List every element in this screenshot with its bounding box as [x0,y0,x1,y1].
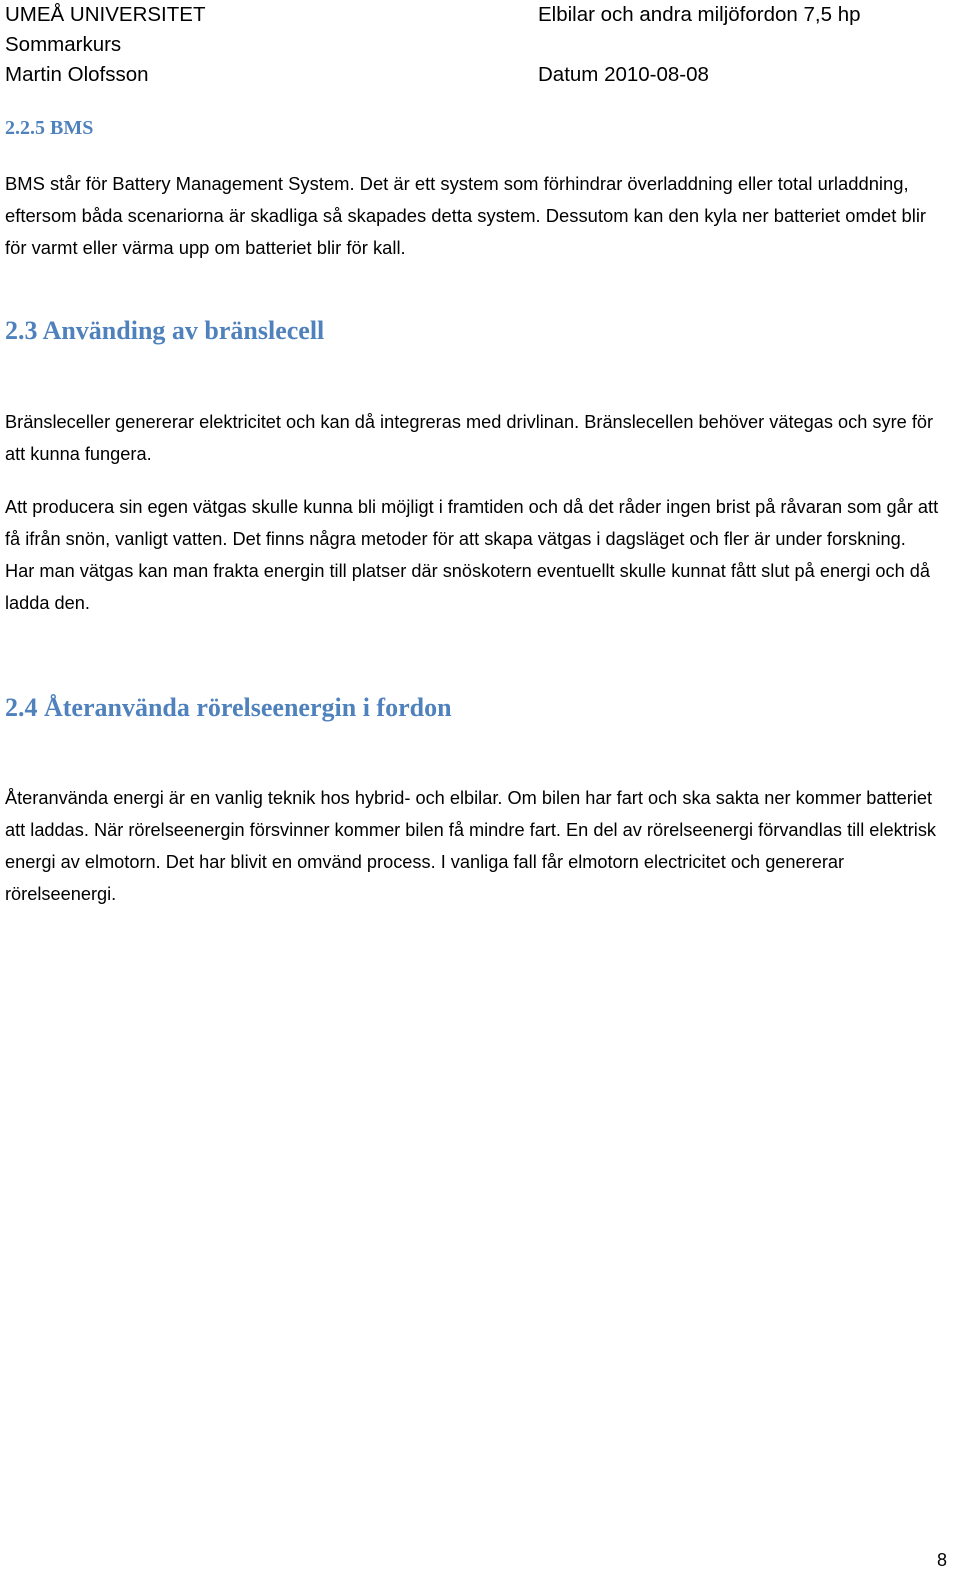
header-row-1 [5,0,935,30]
course-title: Elbilar och andra miljöfordon 7,5 hp [538,3,861,26]
header-row-2 [5,30,935,60]
paragraph-fuel-cell-2: Att producera sin egen vätgas skulle kunna bli möjligt i framtiden och då det råder ingen brist på råvaran som går att få ifrån snön, vanligt vatten. Det finns några metoder för att skapa vätgas i dagsläget och fler är under forskning. Har man vätgas kan man frakta energin till platser där snöskotern eventuellt skulle kunnat fått slut på energi och då ladda den. [5,497,939,613]
course-term: Sommarkurs [5,33,122,56]
paragraph-regeneration: Återanvända energi är en vanlig teknik hos hybrid- och elbilar. Om bilen har fart och ska sakta ner kommer batteriet att laddas. När rörelseenergin försvinner kommer bilen få mindre fart. En del av rörelseenergi förvandlas till elektrisk energi av elmotorn. Det har blivit en omvänd process. I vanliga fall får elmotorn electricitet och genererar rörelseenergi. [5,788,937,904]
section-heading-fuel-cell: 2.3 Använding av bränslecell [5,316,325,345]
section-heading-bms: 2.2.5 BMS [5,117,94,139]
page-number: 8 [937,1550,948,1570]
paragraph-fuel-cell-1: Bränsleceller genererar elektricitet och kan då integreras med drivlinan. Bränslecellen behöver vätegas och syre för att kunna fungera. [5,412,934,464]
page-header [5,0,935,90]
university-name: UMEÅ UNIVERSITET [5,3,206,26]
section-heading-regeneration: 2.4 Återanvända rörelseenergin i fordon [5,693,452,722]
document-date: Datum 2010-08-08 [538,63,709,86]
paragraph-bms: BMS står för Battery Management System. Det är ett system som förhindrar överladdning eller total urladdning, eftersom båda scenariorna är skadliga så skapades detta system. Dessutom kan den kyla ner batteriet omdet blir för varmt eller värma upp om batteriet blir för kall. [5,173,927,258]
header-row-3 [5,60,935,90]
author-name: Martin Olofsson [5,63,149,86]
